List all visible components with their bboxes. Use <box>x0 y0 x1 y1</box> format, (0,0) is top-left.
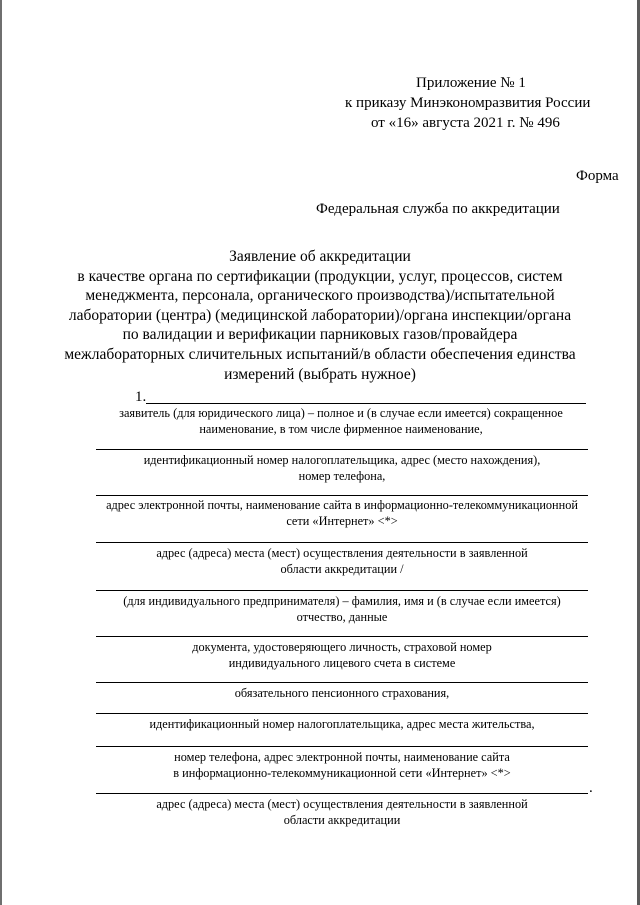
title-line: межлабораторных сличительных испытаний/в области обеспечения единства <box>64 345 576 363</box>
title-line: менеджмента, персонала, органического производства)/испытательной <box>85 287 555 305</box>
fill-line[interactable] <box>96 542 588 543</box>
appendix-label: Приложение № 1 <box>416 75 526 91</box>
fill-line[interactable] <box>96 590 588 591</box>
field-caption: идентификационный номер налогоплательщика, адрес (место нахождения), номер телефона, <box>143 453 541 483</box>
fill-line[interactable] <box>146 403 586 404</box>
field-caption: документа, удостоверяющего личность, страховой номер индивидуального лицевого счета в системе <box>192 640 492 670</box>
order-reference: к приказу Минэкономразвития России <box>345 95 591 111</box>
fill-line[interactable] <box>96 636 588 637</box>
fill-line[interactable] <box>96 746 588 747</box>
title-line: лаборатории (центра) (медицинской лаборатории)/органа инспекции/органа <box>68 306 572 324</box>
title-line: по валидации и верификации парниковых газов/провайдера <box>122 326 518 344</box>
scan-left-edge <box>0 0 2 905</box>
field-caption: заявитель (для юридического лица) – полное и (в случае если имеется) сокращенное наименование, в том числе фирменное наименование, <box>119 406 563 436</box>
field-caption: адрес (адреса) места (мест) осуществления деятельности в заявленной области аккредитации <box>156 797 528 827</box>
fill-line[interactable] <box>96 495 588 496</box>
title-line: в качестве органа по сертификации (продукции, услуг, процессов, систем <box>77 267 563 285</box>
title-line: Заявление об аккредитации <box>229 248 411 265</box>
fill-line[interactable] <box>96 682 588 683</box>
item-number: 1. <box>135 389 147 405</box>
field-caption: идентификационный номер налогоплательщика, адрес места жительства, <box>149 717 535 731</box>
order-date: от «16» августа 2021 г. № 496 <box>371 115 560 131</box>
fill-line[interactable] <box>96 449 588 450</box>
fill-line[interactable] <box>96 713 588 714</box>
field-caption: номер телефона, адрес электронной почты, наименование сайта в информационно-телекоммуникационной сети «Интернет» <*> <box>173 750 511 780</box>
form-label: Форма <box>576 168 619 184</box>
title-line: измерений (выбрать нужное) <box>224 365 416 383</box>
trailing-period: . <box>589 780 593 796</box>
field-caption: адрес электронной почты, наименование сайта в информационно-телекоммуникационной сети «Интернет» <*> <box>106 498 578 528</box>
document-title <box>35 247 605 384</box>
fill-line[interactable] <box>96 793 588 794</box>
field-caption: (для индивидуального предпринимателя) – фамилия, имя и (в случае если имеется) отчество, данные <box>123 594 561 624</box>
field-caption: адрес (адреса) места (мест) осуществления деятельности в заявленной области аккредитации / <box>156 546 528 576</box>
agency-name: Федеральная служба по аккредитации <box>316 201 560 217</box>
field-caption: обязательного пенсионного страхования, <box>234 686 450 700</box>
